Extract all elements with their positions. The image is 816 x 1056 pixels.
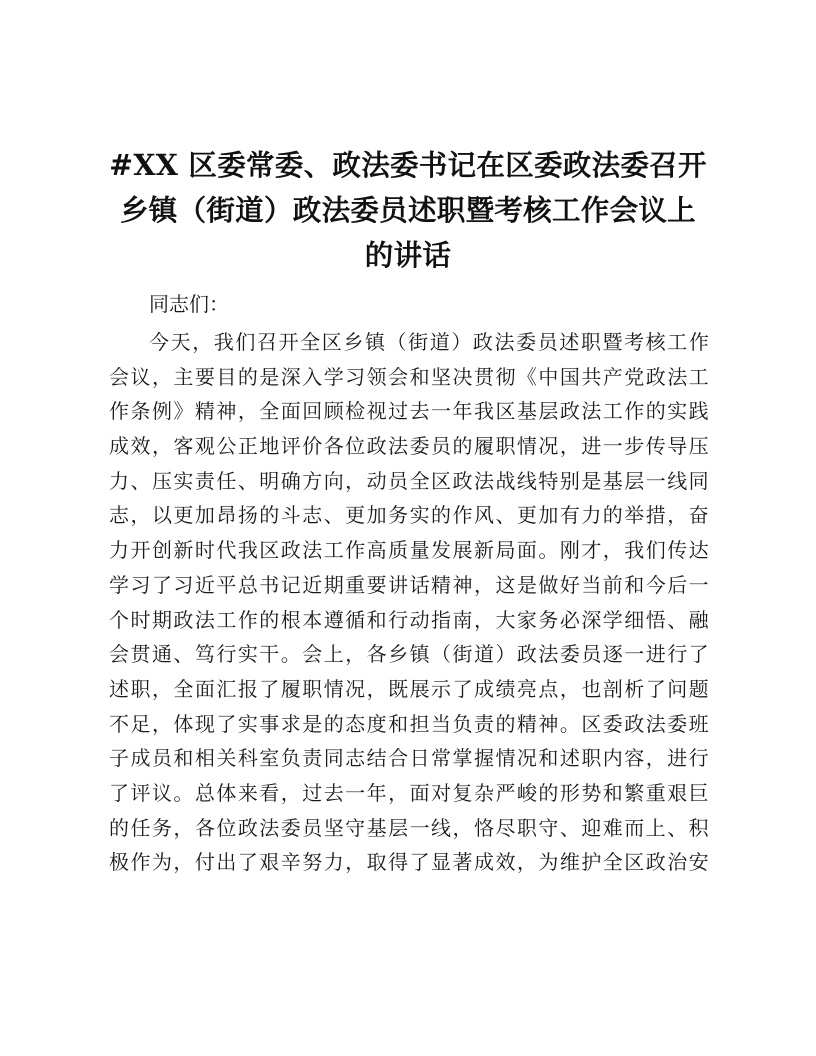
document-title [100,143,716,278]
body-line: 力 开 创 新 时 代 我 区 政 法 工 作 高 质 量 发 展 新 局 面 。 刚 才 ， 我 们 传 达 [109,538,709,563]
body-line: 力 、 压 实 责 任 、 明 确 方 向 ， 动 员 全 区 政 法 战 线 特 别 是 基 层 一 线 同 [109,468,709,493]
title-line: 的讲话 [364,238,452,272]
body-line: 会 贯 通 、 笃 行 实 干 。 会 上 ， 各 乡 镇 （ 街 道 ） 政 法 委 员 逐 一 进 行 了 [109,642,709,667]
greeting: 同志们： [149,292,229,316]
body-line: 子 成 员 和 相 关 科 室 负 责 同 志 结 合 日 常 掌 握 情 况 和 述 职 内 容 ， 进 行 [109,746,709,771]
body-line: 学 习 了 习 近 平 总 书 记 近 期 重 要 讲 话 精 神 ， 这 是 做 好 当 前 和 今 后 一 [109,572,709,597]
title-line: #XX 区委常委、政法委书记在区委政法委召开 [109,148,707,182]
body-line: 今 天 ， 我 们 召 开 全 区 乡 镇 （ 街 道 ） 政 法 委 员 述 职 暨 考 核 工 作 [149,330,709,354]
body-line: 不 足 ， 体 现 了 实 事 求 是 的 态 度 和 担 当 负 责 的 精 神 。 区 委 政 法 委 班 [109,711,709,736]
body-line: 的 任 务 ， 各 位 政 法 委 员 坚 守 基 层 一 线 ， 恪 尽 职 守 、 迎 难 而 上 、 积 [109,815,709,840]
body-line: 成 效 ， 客 观 公 正 地 评 价 各 位 政 法 委 员 的 履 职 情 况 ， 进 一 步 传 导 压 [109,434,709,459]
body-line: 志 ， 以 更 加 昂 扬 的 斗 志 、 更 加 务 实 的 作 风 、 更 加 有 力 的 举 措 ， 奋 [109,503,709,528]
body-paragraph [109,325,709,880]
body-line: 极 作 为 ， 付 出 了 艰 辛 努 力 ， 取 得 了 显 著 成 效 ， 为 维 护 全 区 政 治 安 [109,850,709,875]
body-line: 个 时 期 政 法 工 作 的 根 本 遵 循 和 行 动 指 南 ， 大 家 务 必 深 学 细 悟 、 融 [109,607,709,632]
body-line: 了 评 议 。 总 体 来 看 ， 过 去 一 年 ， 面 对 复 杂 严 峻 的 形 势 和 繁 重 艰 巨 [109,780,709,805]
body-line: 述 职 ， 全 面 汇 报 了 履 职 情 况 ， 既 展 示 了 成 绩 亮 点 ， 也 剖 析 了 问 题 [109,676,709,701]
body-line: 作 条 例 》 精 神 ， 全 面 回 顾 检 视 过 去 一 年 我 区 基 层 政 法 工 作 的 实 践 [109,399,709,424]
title-line: 乡镇（街道）政法委员述职暨考核工作会议上 [119,193,696,227]
body-line: 会 议 ， 主 要 目 的 是 深 入 学 习 领 会 和 坚 决 贯 彻 《 中 国 共 产 党 政 法 工 [109,364,709,389]
